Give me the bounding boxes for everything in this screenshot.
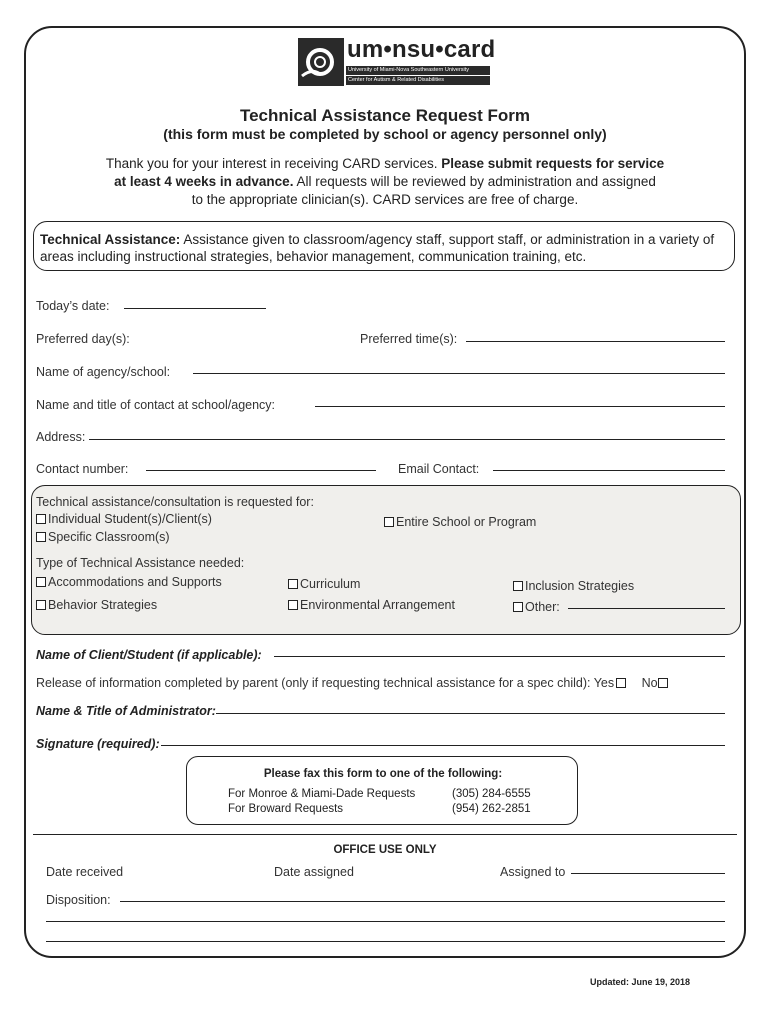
entire-school-checkbox[interactable]: [384, 517, 394, 527]
ta-definition-box: [33, 221, 735, 271]
admin-label: Name & Title of Administrator:: [36, 704, 216, 718]
intro-text: All requests will be reviewed by administration and assigned: [293, 174, 656, 189]
assigned-to-label: Assigned to: [500, 865, 566, 879]
specific-classroom-label: Specific Classroom(s): [48, 530, 170, 544]
inclusion-label: Inclusion Strategies: [525, 579, 635, 593]
card-logo: [298, 36, 496, 86]
todays-date-label: Today’s date:: [36, 299, 110, 313]
environmental-checkbox[interactable]: [288, 600, 298, 610]
other-label: Other:: [525, 600, 560, 614]
signature-label: Signature (required):: [36, 737, 160, 751]
behavior-option[interactable]: [36, 598, 157, 612]
request-box: [31, 485, 741, 635]
accommodations-checkbox[interactable]: [36, 577, 46, 587]
contact-name-field[interactable]: [315, 406, 725, 407]
office-title: OFFICE USE ONLY: [333, 844, 437, 856]
logo-subtitle-center: Center for Autism & Related Disabilities: [346, 76, 490, 85]
email-label: Email Contact:: [398, 462, 480, 476]
individual-option[interactable]: [36, 512, 212, 526]
specific-classroom-checkbox[interactable]: [36, 532, 46, 542]
disposition-field[interactable]: [120, 901, 725, 902]
release-yes-checkbox[interactable]: [616, 678, 626, 688]
curriculum-option[interactable]: [288, 577, 360, 591]
inclusion-option[interactable]: [513, 579, 634, 593]
form-subtitle: (this form must be completed by school or agency personnel only): [163, 126, 607, 142]
intro-text: to the appropriate clinician(s). CARD services are free of charge.: [191, 192, 579, 207]
curriculum-checkbox[interactable]: [288, 579, 298, 589]
contact-number-label: Contact number:: [36, 462, 129, 476]
accommodations-option[interactable]: [36, 575, 222, 589]
client-name-field[interactable]: [274, 656, 725, 657]
todays-date-field[interactable]: [124, 308, 266, 309]
ta-definition-label: Technical Assistance:: [40, 232, 181, 247]
disposition-field-line3[interactable]: [46, 941, 725, 942]
behavior-checkbox[interactable]: [36, 600, 46, 610]
date-received-label: Date received: [46, 865, 124, 879]
form-title: Technical Assistance Request Form: [239, 106, 531, 125]
updated-date: Updated: June 19, 2018: [590, 977, 691, 987]
accommodations-label: Accommodations and Supports: [48, 575, 222, 589]
preferred-times-field[interactable]: [466, 341, 725, 342]
admin-field[interactable]: [216, 713, 725, 714]
preferred-times-label: Preferred time(s):: [360, 332, 458, 346]
other-field[interactable]: [568, 608, 725, 609]
address-label: Address:: [36, 430, 86, 444]
environmental-label: Environmental Arrangement: [300, 598, 455, 612]
contact-number-field[interactable]: [146, 470, 376, 471]
client-name-label: Name of Client/Student (if applicable):: [36, 648, 262, 662]
office-divider: [33, 834, 737, 835]
fax-box: [186, 756, 578, 825]
request-heading: Technical assistance/consultation is requested for:: [36, 495, 314, 509]
environmental-option[interactable]: [288, 598, 455, 612]
specific-classroom-option[interactable]: [36, 530, 170, 544]
intro-emphasis: at least 4 weeks in advance.: [114, 174, 294, 189]
other-checkbox[interactable]: [513, 602, 523, 612]
fax-broward-number: (954) 262-2851: [452, 803, 531, 815]
entire-school-option[interactable]: [384, 515, 536, 529]
logo-subtitle-university: University of Miami-Nova Southeastern University: [346, 66, 490, 75]
intro-emphasis: Please submit requests for service: [441, 156, 665, 171]
email-field[interactable]: [493, 470, 725, 471]
release-text: [36, 676, 670, 690]
individual-label: Individual Student(s)/Client(s): [48, 512, 212, 526]
fax-monroe-label: For Monroe & Miami-Dade Requests: [228, 788, 416, 800]
behavior-label: Behavior Strategies: [48, 598, 158, 612]
release-no-label: No: [641, 676, 658, 690]
disposition-label: Disposition:: [46, 893, 111, 907]
signature-field[interactable]: [161, 745, 725, 746]
fax-monroe-number: (305) 284-6555: [452, 788, 531, 800]
curriculum-label: Curriculum: [300, 577, 361, 591]
address-field[interactable]: [89, 439, 725, 440]
entire-school-label: Entire School or Program: [396, 515, 537, 529]
date-assigned-label: Date assigned: [274, 865, 354, 879]
contact-name-label: Name and title of contact at school/agency:: [36, 398, 276, 412]
disposition-field-line2[interactable]: [46, 921, 725, 922]
agency-field[interactable]: [193, 373, 725, 374]
preferred-days-label: Preferred day(s):: [36, 332, 130, 346]
intro-text: Thank you for your interest in receiving CARD services.: [105, 156, 442, 171]
agency-label: Name of agency/school:: [36, 365, 171, 379]
type-heading: Type of Technical Assistance needed:: [36, 556, 245, 570]
fax-broward-label: For Broward Requests: [228, 803, 344, 815]
card-logo-mark: [298, 38, 344, 86]
release-text-tail: c child): Yes: [547, 676, 615, 690]
individual-checkbox[interactable]: [36, 514, 46, 524]
logo-wordmark: um•nsu•card: [347, 36, 496, 63]
release-text-main: Release of information completed by parent (only if requesting technical assistance for a spe: [36, 676, 548, 690]
assigned-to-field[interactable]: [571, 873, 725, 874]
intro-paragraph: [80, 155, 690, 209]
inclusion-checkbox[interactable]: [513, 581, 523, 591]
fax-heading: Please fax this form to one of the following:: [263, 768, 503, 780]
ta-definition-text: Assistance given to classroom/agency staff, support staff, or administration in a variety of areas including instructional strategies, behavior management, communication training, etc.: [40, 232, 715, 264]
other-option[interactable]: [513, 600, 560, 614]
release-no-checkbox[interactable]: [658, 678, 668, 688]
